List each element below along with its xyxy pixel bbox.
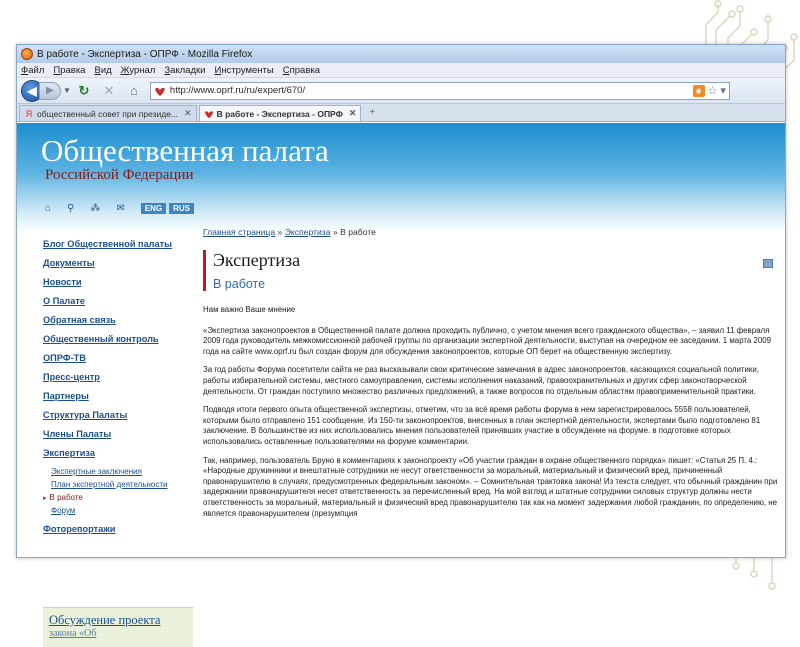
address-bar[interactable] (150, 82, 730, 100)
page-viewport (17, 123, 785, 639)
sidebar-item-public-control[interactable]: Общественный контроль (43, 334, 159, 344)
tab-bar (17, 104, 785, 122)
paragraph: «Экспертиза законопроектов в Общественной палате должна проходить публично, с учетом мнения всего гражданского общества», – заявил 11 февраля 2009 года руководитель межкомиссионной рабочей группы по организации экспертной деятельности, выступая на очередном ее заседании. 1 марта 2009 года на сайте www.oprf.ru был создан форум для обсуждения законопроектов, которые ОП берет на общественную экспертизу. (203, 325, 772, 356)
paragraph: Подводя итоги первого опыта общественной экспертизы, отметим, что за всё время работы форума в нем зарегистрировалось 5558 пользователей, которыми было отправлено 151 сообщение. Из 150-ти законопроектов, внесенных в план экспертной деятельности, экспертами было подготовлено 81 заключение. В большинстве из них использовались мнения пользователей принявших участие в обсуждение на форуме. в подготовке которых использовались оставленные пользователями на форуме комментарии. (203, 405, 761, 446)
sidebar-item-news[interactable]: Новости (43, 277, 82, 287)
menu-file[interactable]: Файл (21, 64, 45, 76)
window-title: В работе - Экспертиза - ОПРФ - Mozilla Firefox (37, 48, 253, 60)
new-tab-button[interactable]: + (369, 107, 376, 118)
sidebar-subitem-in-progress[interactable]: ▸ В работе (51, 493, 193, 502)
home-icon[interactable]: ⌂ (129, 83, 138, 98)
page-subtitle: В работе (213, 277, 266, 291)
sidebar-item-oprf-tv[interactable]: ОПРФ-ТВ (43, 353, 86, 363)
site-subtitle: Российской Федерации (45, 167, 194, 183)
firefox-icon (21, 48, 33, 60)
menu-edit[interactable]: Правка (53, 64, 86, 76)
tab-public-council[interactable] (19, 105, 197, 121)
arrow-left-icon: ◀ (27, 83, 37, 98)
sidebar-subitem-conclusions[interactable]: Экспертные заключения (51, 467, 142, 476)
sidebar-item-photo-reports[interactable]: Фоторепортажи (43, 524, 116, 534)
forward-button[interactable] (39, 82, 61, 100)
url-text: http://www.oprf.ru/ru/expert/670/ (169, 85, 306, 96)
rss-icon[interactable]: ◉ (693, 85, 705, 97)
site-title: Общественная палата (41, 133, 329, 168)
reload-icon[interactable]: ↻ (78, 82, 90, 98)
menu-bookmarks[interactable]: Закладки (164, 64, 206, 76)
discussion-banner[interactable] (43, 607, 193, 647)
sidebar-item-members[interactable]: Члены Палаты (43, 429, 112, 439)
sidebar-item-blog[interactable]: Блог Общественной палаты (43, 239, 172, 249)
menu-tools[interactable]: Инструменты (214, 64, 274, 76)
site-header (17, 123, 785, 233)
oprf-site-icon (154, 85, 166, 97)
close-icon[interactable]: ✕ (184, 108, 192, 118)
breadcrumb-current: В работе (340, 227, 376, 237)
tab-expertise[interactable] (199, 105, 362, 121)
discussion-subtitle[interactable]: закона «Об (49, 628, 97, 639)
breadcrumb (203, 227, 779, 237)
breadcrumb-separator: » (330, 227, 341, 237)
tab-label: общественный совет при президе... (37, 108, 179, 119)
menu-history[interactable]: Журнал (120, 64, 156, 76)
search-icon[interactable]: ⚲ (67, 203, 75, 214)
stop-icon[interactable]: ✕ (103, 82, 115, 98)
header-icon-bar (45, 203, 197, 214)
breadcrumb-separator: » (275, 227, 285, 237)
page-title: Экспертиза (213, 250, 301, 270)
url-dropdown-icon[interactable]: ▾ (720, 85, 726, 97)
sidebar-item-partners[interactable]: Партнеры (43, 391, 89, 401)
lang-rus-button[interactable]: RUS (169, 203, 194, 214)
paragraph: Так, например, пользователь Бруно в комментариях к законопроекту «Об участии граждан в охране общественного порядка» пишет: «Статья 25 П. 4.: «Народные дружинники и внештатные сотрудники не несут ответственности за моральный, материальный и физический вред, причиненный правонарушителю в случаях, предусмотренных федеральным законом». – Сомнительная трактовка закона! Из текста следует, что обычный гражданин при задержании правонарушителя несет ответственность за перечисленный вред. На мой взгляд и штатные сотрудники силовых структур должны нести ответственность за моральный, материальный и физический вред правонарушителю так как на момент задержания любой гражданин, по определению, не является правонарушителем (презумпция (203, 455, 778, 518)
tab-label: В работе - Экспертиза - ОПРФ (216, 108, 343, 119)
sidebar-item-press-center[interactable]: Пресс-центр (43, 372, 100, 382)
sidebar-nav (43, 239, 193, 639)
sidebar-item-documents[interactable]: Документы (43, 258, 95, 268)
discussion-title[interactable]: Обсуждение проекта (49, 613, 161, 627)
menu-view[interactable]: Вид (94, 64, 112, 76)
oprf-icon (204, 109, 214, 119)
sidebar-subitem-plan[interactable]: План экспертной деятельности (51, 480, 168, 489)
yandex-icon: Я (25, 108, 33, 119)
history-dropdown-icon[interactable]: ▼ (63, 86, 71, 95)
heading-block (203, 250, 779, 291)
arrow-right-icon: ▶ (46, 85, 54, 96)
sitemap-icon[interactable]: ⁂ (90, 203, 101, 214)
title-bar (17, 45, 785, 63)
browser-window (16, 44, 786, 639)
sidebar-item-structure[interactable]: Структура Палаты (43, 410, 128, 420)
menu-bar (17, 63, 785, 78)
navigation-toolbar (17, 78, 785, 104)
breadcrumb-home[interactable]: Главная страница (203, 227, 276, 237)
sidebar-item-about[interactable]: О Палате (43, 296, 85, 306)
paragraph-intro: Нам важно Ваше мнение (203, 305, 296, 314)
lang-eng-button[interactable]: ENG (141, 203, 166, 214)
sidebar-item-feedback[interactable]: Обратная связь (43, 315, 116, 325)
sidebar-subitem-forum[interactable]: Форум (51, 506, 76, 515)
mail-icon[interactable]: ✉ (116, 203, 125, 214)
close-icon[interactable]: ✕ (348, 108, 357, 118)
bookmark-star-icon[interactable]: ☆ (707, 85, 718, 97)
main-content (203, 227, 779, 527)
menu-help[interactable]: Справка (282, 64, 321, 76)
home-icon[interactable]: ⌂ (45, 203, 52, 214)
print-icon[interactable] (763, 259, 773, 268)
breadcrumb-expertise[interactable]: Экспертиза (284, 227, 331, 237)
paragraph: За год работы Форума посетители сайта не раз высказывали свои критические замечания в адрес законопроектов, касающихся социальной политики, работы избирательной системы, местного самоуправления, системы исполнения наказаний, правоохранительных и других сфер законотворческой деятельности. От граждан поступило множество различных предложений, а также вопросов по отдельным областям правоприменительной практики. (203, 365, 759, 396)
sidebar-item-expertise[interactable]: Экспертиза (43, 448, 95, 458)
